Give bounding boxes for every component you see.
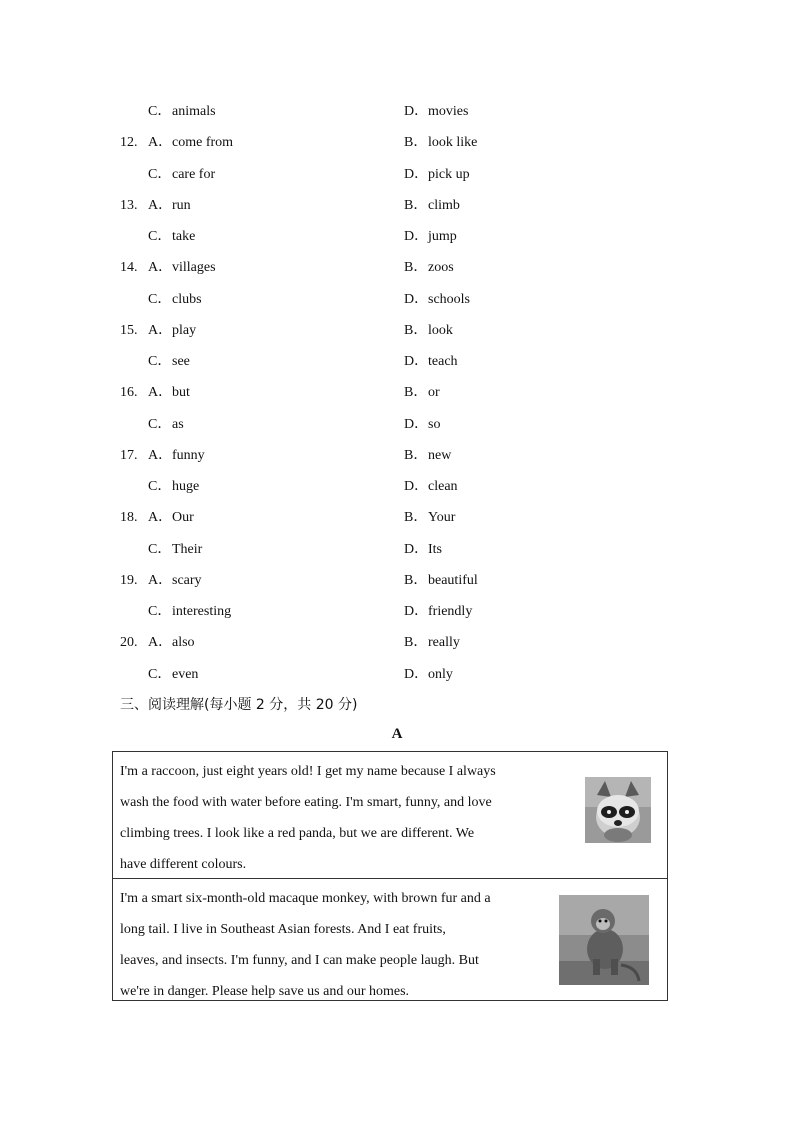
question-number: 17. xyxy=(120,447,138,463)
question-option-row xyxy=(120,631,640,662)
option-text: run xyxy=(172,197,191,213)
question-option-row xyxy=(120,288,640,319)
option-letter: D． xyxy=(404,291,429,307)
option-left xyxy=(120,256,216,280)
question-option-row xyxy=(120,381,640,412)
option-letter: A． xyxy=(148,322,173,338)
text-line: I'm a smart six-month-old macaque monkey, with brown fur and a xyxy=(120,891,491,906)
question-option-row xyxy=(120,600,640,631)
passage-table xyxy=(112,751,668,1001)
option-text: scary xyxy=(172,572,202,588)
option-text: see xyxy=(172,354,190,369)
option-letter: A． xyxy=(148,447,173,463)
option-letter: B． xyxy=(404,510,428,526)
option-text: friendly xyxy=(428,604,473,619)
option-letter: C． xyxy=(148,291,172,307)
question-option-row xyxy=(120,100,640,131)
option-left xyxy=(120,663,198,687)
question-option-row xyxy=(120,663,640,694)
option-letter: B． xyxy=(404,572,428,588)
text-line: leaves, and insects. I'm funny, and I can make people laugh. But xyxy=(120,953,479,968)
option-text: interesting xyxy=(172,604,232,619)
option-text: so xyxy=(428,416,441,432)
option-right xyxy=(404,600,472,624)
option-text: climb xyxy=(428,197,460,213)
option-right xyxy=(404,163,470,187)
text-line: climbing trees. I look like a red panda, but we are different. We xyxy=(120,826,475,841)
option-text: look xyxy=(428,322,453,338)
option-letter: C． xyxy=(148,104,172,119)
option-letter: C． xyxy=(148,229,172,244)
option-letter: A． xyxy=(148,572,173,588)
option-left xyxy=(120,131,233,155)
option-right xyxy=(404,350,458,374)
option-text: even xyxy=(172,666,199,682)
option-letter: B． xyxy=(404,447,428,463)
text-line: we're in danger. Please help save us and our homes. xyxy=(120,984,410,999)
option-left xyxy=(120,225,195,249)
text-line: have different colours. xyxy=(120,857,247,872)
option-left xyxy=(120,631,195,655)
text-line: wash the food with water before eating. I'm smart, funny, and love xyxy=(120,795,492,810)
option-text: look like xyxy=(428,135,478,151)
question-option-row xyxy=(120,350,640,381)
passage-text xyxy=(120,883,491,1007)
raccoon-photo xyxy=(585,777,651,843)
option-left xyxy=(120,569,202,593)
question-option-row xyxy=(120,538,640,569)
question-option-row xyxy=(120,444,640,475)
question-option-row xyxy=(120,413,640,444)
option-left xyxy=(120,444,205,468)
option-right xyxy=(404,131,477,155)
option-right xyxy=(404,225,457,249)
option-text: really xyxy=(428,635,460,651)
question-option-row xyxy=(120,506,640,537)
option-letter: D． xyxy=(404,604,429,619)
option-left xyxy=(120,319,196,343)
option-left xyxy=(120,381,190,405)
option-letter: A． xyxy=(148,510,173,526)
option-text: villages xyxy=(172,260,216,276)
question-option-row xyxy=(120,225,640,256)
option-left xyxy=(120,194,191,218)
option-right xyxy=(404,288,470,312)
option-letter: A． xyxy=(148,635,173,651)
option-left xyxy=(120,600,231,624)
option-letter: A． xyxy=(148,197,173,213)
option-text: teach xyxy=(428,354,458,369)
option-letter: D． xyxy=(404,541,429,557)
option-letter: B． xyxy=(404,385,428,401)
option-right xyxy=(404,631,460,655)
option-text: clean xyxy=(428,479,458,494)
option-text: only xyxy=(428,666,453,682)
question-number: 19. xyxy=(120,572,138,588)
option-letter: C． xyxy=(148,354,172,369)
option-letter: C． xyxy=(148,479,172,494)
option-text: new xyxy=(428,447,452,463)
monkey-photo xyxy=(559,895,649,985)
option-letter: D． xyxy=(404,479,429,494)
text-line: I'm a raccoon, just eight years old! I get my name because I always xyxy=(120,764,496,779)
option-left xyxy=(120,163,215,187)
option-letter: B． xyxy=(404,135,428,151)
question-option-row xyxy=(120,256,640,287)
passage-cell-monkey xyxy=(113,879,667,1001)
option-text: schools xyxy=(428,291,470,307)
option-right xyxy=(404,319,453,343)
option-text: huge xyxy=(172,479,200,494)
question-number: 14. xyxy=(120,260,138,276)
option-right xyxy=(404,413,440,437)
option-letter: A． xyxy=(148,260,173,276)
option-letter: B． xyxy=(404,322,428,338)
option-right xyxy=(404,100,468,124)
question-number: 20. xyxy=(120,635,138,651)
option-letter: C． xyxy=(148,166,172,182)
question-number: 15. xyxy=(120,322,138,338)
option-letter: C． xyxy=(148,541,172,557)
question-option-row xyxy=(120,475,640,506)
option-letter: B． xyxy=(404,260,428,276)
option-text: also xyxy=(172,635,195,651)
option-right xyxy=(404,569,478,593)
option-text: Their xyxy=(172,541,203,557)
option-letter: A． xyxy=(148,135,173,151)
question-option-row xyxy=(120,131,640,162)
option-text: zoos xyxy=(428,260,454,276)
option-right xyxy=(404,538,442,562)
option-left xyxy=(120,350,190,374)
option-text: clubs xyxy=(172,291,202,307)
option-right xyxy=(404,506,455,530)
option-text: but xyxy=(172,385,190,401)
passage-label: A xyxy=(391,726,403,742)
question-option-row xyxy=(120,194,640,225)
option-text: movies xyxy=(428,104,469,119)
answer-options-list xyxy=(120,100,640,694)
passage-text xyxy=(120,756,496,880)
option-text: pick up xyxy=(428,166,470,182)
option-text: Your xyxy=(428,510,456,526)
question-number: 12. xyxy=(120,135,138,151)
option-text: beautiful xyxy=(428,572,478,588)
option-letter: D． xyxy=(404,166,429,182)
option-text: Our xyxy=(172,510,194,526)
option-text: animals xyxy=(172,104,216,119)
option-text: as xyxy=(172,416,184,432)
option-text: jump xyxy=(428,229,457,244)
option-right xyxy=(404,663,453,687)
option-text: Its xyxy=(428,541,442,557)
option-right xyxy=(404,194,460,218)
option-text: or xyxy=(428,385,440,401)
option-text: play xyxy=(172,322,197,338)
question-number: 18. xyxy=(120,510,138,526)
option-text: come from xyxy=(172,135,234,151)
question-number: 16. xyxy=(120,385,138,401)
question-option-row xyxy=(120,319,640,350)
option-right xyxy=(404,381,440,405)
option-left xyxy=(120,413,184,437)
question-number: 13. xyxy=(120,197,138,213)
question-option-row xyxy=(120,569,640,600)
option-letter: A． xyxy=(148,385,173,401)
option-letter: D． xyxy=(404,104,429,119)
option-letter: C． xyxy=(148,416,172,432)
option-left xyxy=(120,288,202,312)
option-right xyxy=(404,444,451,468)
option-letter: C． xyxy=(148,604,172,619)
option-letter: B． xyxy=(404,197,428,213)
passage-cell-raccoon xyxy=(113,752,667,879)
option-right xyxy=(404,256,454,280)
option-text: funny xyxy=(172,447,205,463)
option-left xyxy=(120,475,199,499)
option-left xyxy=(120,538,202,562)
section-title: 三、阅读理解(每小题 2 分，共 20 分) xyxy=(120,697,358,713)
question-option-row xyxy=(120,163,640,194)
option-letter: D． xyxy=(404,666,429,682)
option-letter: D． xyxy=(404,229,429,244)
option-letter: B． xyxy=(404,635,428,651)
option-right xyxy=(404,475,458,499)
text-line: long tail. I live in Southeast Asian forests. And I eat fruits, xyxy=(120,922,446,937)
option-letter: D． xyxy=(404,354,429,369)
option-letter: C． xyxy=(148,666,172,682)
option-text: care for xyxy=(172,166,216,182)
option-left xyxy=(120,100,216,124)
option-letter: D． xyxy=(404,416,429,432)
option-left xyxy=(120,506,194,530)
option-text: take xyxy=(172,229,196,244)
